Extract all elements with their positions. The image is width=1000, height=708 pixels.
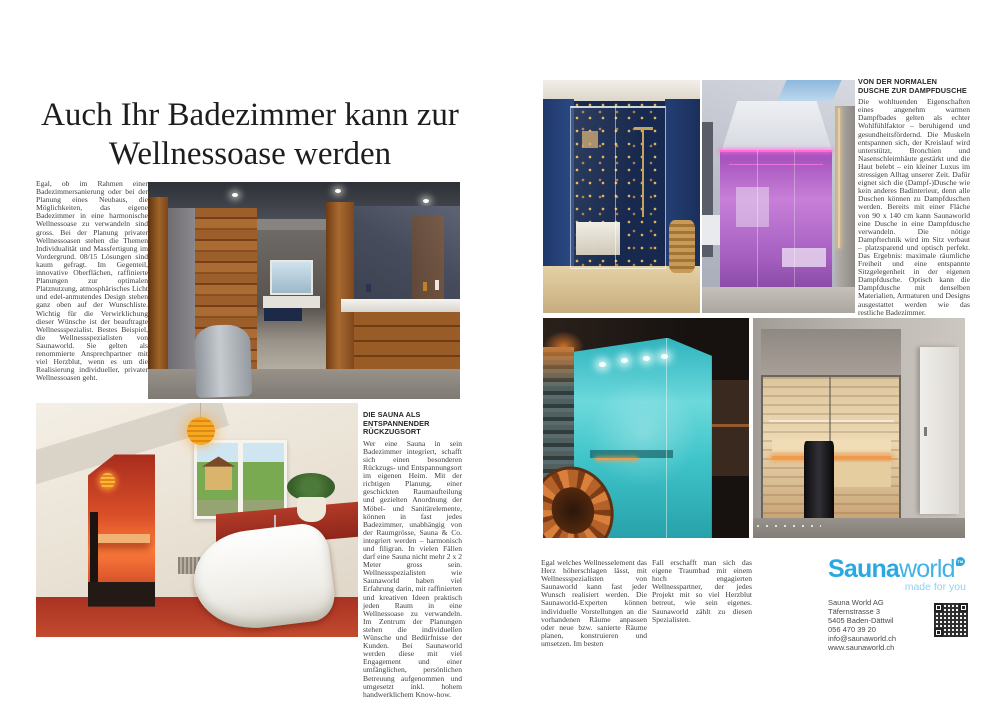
address-line: www.saunaworld.ch <box>828 642 895 652</box>
pendant-lamp <box>187 417 214 445</box>
address-line: Sauna World AG <box>828 598 884 607</box>
section-dusche-body: Die wohltuenden Eigenschaften eines angenehm warmen Dampfbades gelten als echter Wohlfühlfaktor – beruhigend und gesundheitsfördernd. Die Muskeln entspannen sich, der Kreislauf wird unterstützt, Bronchien und Nasenschleimhäute gestärkt und die Haut belebt – ein kleiner Luxus im stressigen Alltag unserer Zeit. Dafür eignet sich die (Dampf-)Dusche wie kein anderes Badinterieur, denn alle Duschen können zu Dampfduschen werden. Bereits mit einer Fläche von 90 x 140 cm kann Saunaworld eine Dusche in eine Dampfdusche verwandeln. Die nötige Dampftechnik wird im Sitz verbaut – platzsparend und optisch perfekt. Das Ergebnis: maximale räumliche Freiheit und eine entspannte Sitzgelegenheit in der eigenen Dampfdusche. Optisch kann die Dampfdusche mit denselben Materialien, Armaturen und Designs ausgestattet werden wie das restliche Badezimmer. <box>858 97 970 317</box>
brand-block <box>828 555 968 652</box>
company-address <box>828 599 934 652</box>
saunaworld-logo <box>828 555 968 584</box>
intro-paragraph: Egal, ob im Rahmen einer Badezimmersanierung oder bei der Planung eines Neubaus, die Möglichkeiten, das eigene Badezimmer in eine harmonische Wellnessoase zu verwandeln sind gross. Bei der Planung privater Wellnessoasen stehen die Themen Individualität und Massfertigung im Vordergrund. 08/15 Lösungen sind kaum gefragt. Im Gegenteil, innovative Oberflächen, raffinierte Planungen zur optimalen Platznutzung, atmosphärisches Licht und edel-anmutendes Design stehen ganz oben auf der Wunschliste. Wichtig für die Verwirklichung dieser Wünsche ist der beauftragte Wellnessspezialist. Bestes Beispiel, die Wellnessspezialisten von Saunaworld. Sie gelten als renommierte Ansprechpartner mit viel Herzblut, wenn es um die Realisierung individueller, privater Wellnessoasen geht. <box>36 179 148 383</box>
photo-purple-steam-cabin <box>702 80 855 313</box>
address-line: 056 470 39 20 <box>828 624 876 634</box>
qr-code-icon <box>934 603 968 637</box>
address-line: Täfernstrasse 3 <box>828 606 881 616</box>
closing-column-2: Fall erschafft man sich das eigene Traumbad mit einem hoch engagierten Wellnesspartner, der jedes Projekt mit so viel Herzblut betreut, wie sein eigenes. Saunaworld zählt zu diesen Spezialisten. <box>652 558 752 624</box>
page-title: Auch Ihr Badezimmer kann zur Wellnessoase werden <box>41 97 459 173</box>
brand-tagline: made for you <box>904 581 966 593</box>
photo-blue-steam-shower <box>543 80 700 313</box>
section-sauna <box>363 411 462 699</box>
logo-text-bold: Sauna <box>828 555 900 583</box>
photo-glass-sauna <box>753 318 965 538</box>
address-line: 5405 Baden-Dättwil <box>828 615 894 625</box>
address-line: info@saunaworld.ch <box>828 633 897 643</box>
section-dusche <box>858 78 970 317</box>
closing-column-1: Egal welches Wellnesselement das Herz höherschlagen lässt, mit Wellnessspezialisten von Saunaworld kann fast jeder Wunsch realisiert werden. Die Saunaworld-Experten können individuelle Vorstellungen an die vorhandenen Räume anpassen oder neue bzw. sanierte Räume planen, konstruieren und umsetzen. Im besten <box>541 558 647 648</box>
room-door <box>920 347 958 514</box>
section-dusche-heading: VON DER NORMALEN DUSCHE ZUR DAMPFDUSCHE <box>858 77 967 95</box>
section-sauna-body: Wer eine Sauna in sein Badezimmer integriert, schafft sich einen besonderen Rückzugs- und Entspannungsort im eigenen Heim. Mit der richtigen Planung, einer geschickten Raumaufteilung und gezielten Anordnung der Möbel- und Sanitärelemente, können in fast jedes Badezimmer, unabhängig von der Raumgrösse, Sauna & Co. integriert werden – harmonisch und filigran. In vielen Fällen darf eine Sauna nicht mehr 2 x 2 Meter gross sein. Wellnessspezialisten wie Saunaworld haben viel Erfahrung darin, mit raffinierten und kreativen Ideen praktisch jeden Raum in eine Wellnessoase zu verwandeln. Im Zentrum der Planungen stehen die individuellen Wünsche und Bedürfnisse der Kunden. Bei Saunaworld werden diese mit viel Engagement und einer umfänglichen, persönlichen Betreuung aufgenommen und umgesetzt inkl. hohem handwerklichem Know-how. <box>363 438 462 699</box>
sauna-stove <box>804 441 834 529</box>
photo-wood-bathroom <box>148 182 460 399</box>
section-sauna-heading: DIE SAUNA ALS ENTSPANNENDER RÜCKZUGSORT <box>363 410 430 437</box>
trademark-icon: TM <box>957 559 964 564</box>
logo-text-light: world <box>899 555 955 583</box>
photo-attic-red-bathroom <box>36 403 358 637</box>
photo-turquoise-steam-cabin <box>543 318 749 538</box>
